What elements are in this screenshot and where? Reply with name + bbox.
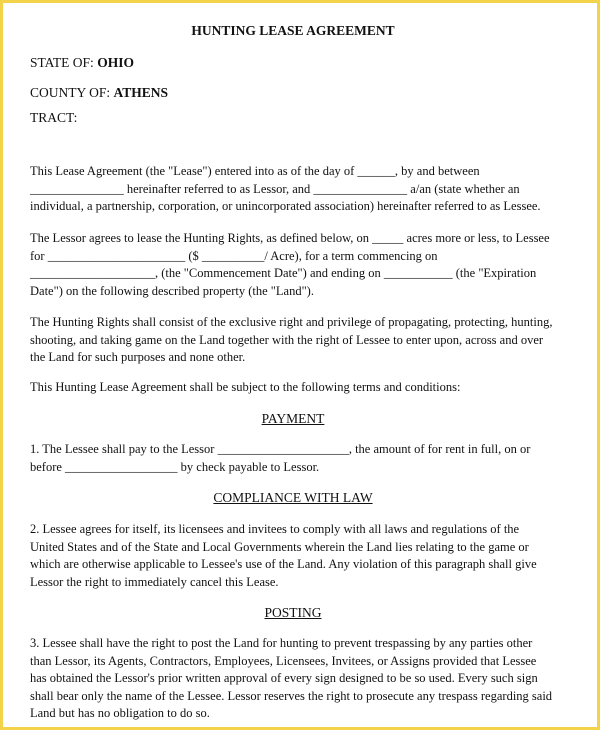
county-value: ATHENS xyxy=(113,85,169,100)
text-line: Land but has no obligation to do so. xyxy=(30,706,210,721)
document-title: HUNTING LEASE AGREEMENT xyxy=(191,23,395,38)
posting-heading-text: POSTING xyxy=(264,605,322,620)
tract-label: TRACT: xyxy=(30,110,78,125)
text-line: ____________________, (the "Commencement Date") and ending on ___________ (the "Expiration xyxy=(30,266,537,281)
tract-line xyxy=(30,109,77,127)
posting-heading xyxy=(28,604,558,622)
payment-heading-text: PAYMENT xyxy=(261,411,325,426)
text-line: before __________________ by check payable to Lessor. xyxy=(30,459,320,474)
state-label: STATE OF: xyxy=(30,55,94,70)
text-line: This Lease Agreement (the "Lease") entered into as of the day of ______, by and between xyxy=(30,164,480,178)
text-line: Date") on the following described property (the "Land"). xyxy=(30,283,314,298)
posting-paragraph xyxy=(30,635,553,723)
state-line xyxy=(30,54,134,72)
text-line: the Land for such purposes and none other. xyxy=(30,350,246,365)
payment-heading xyxy=(28,410,558,428)
text-line: which are otherwise applicable to Lessee's use of the Land. Any violation of this paragraph shall give xyxy=(30,557,537,572)
state-value: OHIO xyxy=(97,55,134,70)
county-label: COUNTY OF: xyxy=(30,85,111,100)
text-line: has obtained the Lessor's prior written approval of every sign designed to be so used. Every such sign xyxy=(30,671,538,686)
text-line: The Lessor agrees to lease the Hunting Rights, as defined below, on _____ acres more or less, to Lessee xyxy=(30,231,550,245)
payment-paragraph xyxy=(30,441,550,476)
county-line xyxy=(30,84,168,102)
text-line: for ______________________ ($ __________/ Acre), for a term commencing on xyxy=(30,248,438,263)
text-line: than Lessor, its Agents, Contractors, Employees, Licensees, Invitees, or Assigns provided that Lessee xyxy=(30,653,537,668)
text-line: The Hunting Rights shall consist of the exclusive right and privilege of propagating, protecting, hunting, xyxy=(30,315,553,329)
text-line: United States and of the State and Local Governments wherein the Land lies relating to the game or xyxy=(30,539,529,554)
compliance-heading-text: COMPLIANCE WITH LAW xyxy=(213,490,373,505)
lease-terms-paragraph xyxy=(30,230,550,300)
text-line: Lessor the right to immediately cancel this Lease. xyxy=(30,574,279,589)
text-line: 1. The Lessee shall pay to the Lessor _____________________, the amount of for rent in full, on or xyxy=(30,442,531,456)
text-line: _______________ hereinafter referred to as Lessor, and _______________ a/an (state whether an xyxy=(30,181,520,196)
intro-paragraph xyxy=(30,163,550,216)
terms-intro-paragraph xyxy=(30,379,550,397)
text-line: shooting, and taking game on the Land together with the right of Lessee to enter upon, across and over xyxy=(30,332,544,347)
text-line: individual, a partnership, corporation, or unincorporated association) hereinafter referred to as Lessee. xyxy=(30,199,541,214)
text-line: This Hunting Lease Agreement shall be subject to the following terms and conditions: xyxy=(30,380,461,394)
compliance-heading xyxy=(28,489,558,507)
compliance-paragraph xyxy=(30,521,550,591)
text-line: 3. Lessee shall have the right to post the Land for hunting to prevent trespassing by any parties other xyxy=(30,636,533,650)
hunting-rights-paragraph xyxy=(30,314,553,367)
text-line: shall bear only the name of the Lessee. Lessor reserves the right to prosecute any trespass regarding said xyxy=(30,688,553,703)
text-line: 2. Lessee agrees for itself, its licensees and invitees to comply with all laws and regulations of the xyxy=(30,522,520,536)
